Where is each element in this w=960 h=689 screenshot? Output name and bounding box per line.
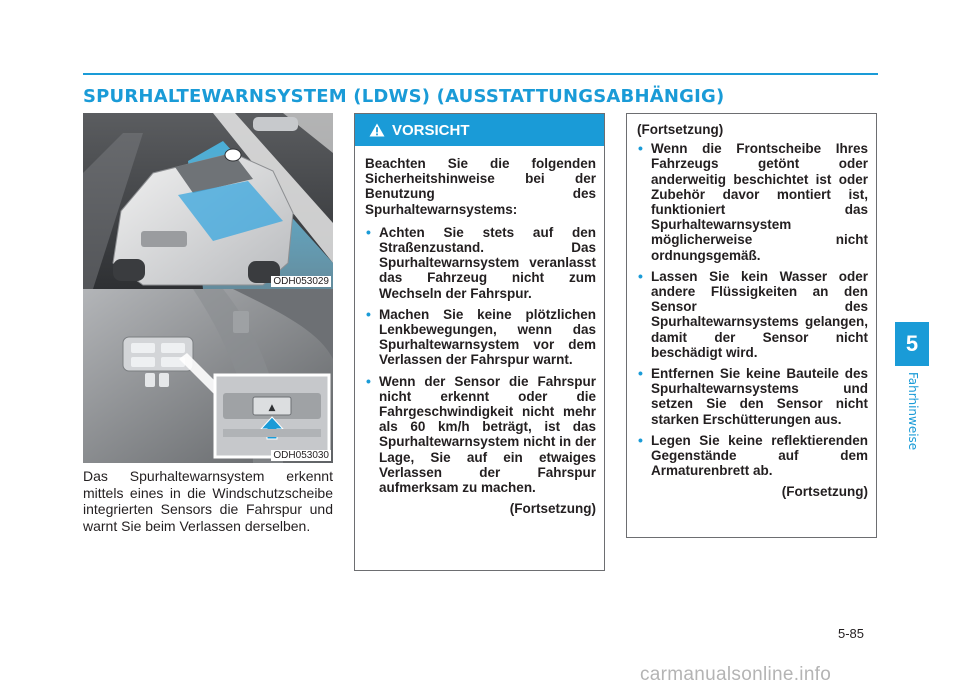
continued-list [637, 141, 868, 478]
continued-note: (Fortsetzung) [509, 501, 596, 517]
figure-code: ODH053030 [273, 450, 329, 461]
continued-box [626, 113, 877, 538]
warning-triangle-icon [369, 123, 385, 137]
chapter-tab: 5 [895, 322, 929, 366]
chapter-label: Fahrhinweise [906, 372, 920, 451]
list-item: • Achten Sie stets auf den Straßenzustand. Das Spurhaltewarnsystem veranlasst das Fahrzeug nicht zum Wechseln der Fahrspur. [365, 225, 596, 301]
svg-text:▲: ▲ [268, 403, 276, 413]
figure-code: ODH053029 [273, 276, 329, 287]
caution-box [354, 113, 605, 571]
caution-header [355, 114, 604, 146]
watermark: carmanualsonline.info [640, 664, 832, 685]
continued-top-note: (Fortsetzung) [637, 122, 724, 137]
list-item: • Wenn die Frontscheibe Ihres Fahrzeugs getönt oder anderweitig beschichtet ist oder Zubehör davor montiert ist, funktioniert das Spurhaltewarnsystem möglicherweise nicht ordnungsgemäß. [637, 141, 868, 263]
figure-car-sensor [83, 113, 333, 289]
list-item: • Entfernen Sie keine Bauteile des Spurhaltewarnsystems und setzen Sie den Sensor nicht starken Erschütterungen aus. [637, 366, 868, 427]
list-item: • Lassen Sie kein Wasser oder andere Flüssigkeiten an den Sensor des Spurhaltewarnsystems gelangen, damit der Sensor nicht beschädigt wird. [637, 269, 868, 360]
continued-note: (Fortsetzung) [781, 484, 868, 500]
switch-illustration [83, 289, 333, 463]
list-item: • Legen Sie keine reflektierenden Gegenstände auf dem Armaturenbrett ab. [637, 433, 868, 479]
list-item: • Machen Sie keine plötzlichen Lenkbewegungen, wenn das Spurhaltewarnsystem vor dem Verlassen der Fahrspur warnt. [365, 307, 596, 368]
intro-text: Das Spurhaltewarnsystem erkennt mittels eines in die Windschutzscheibe integrierten Sensors die Fahrspur und warnt Sie beim Verlassen derselben. [83, 468, 333, 534]
caution-list [365, 225, 596, 495]
caution-header-label: VORSICHT [392, 121, 470, 139]
caution-lead: Beachten Sie die folgenden Sicherheitshinweise bei der Benutzung des Spurhaltewarnsystems: [365, 156, 596, 217]
continued-body [627, 114, 876, 500]
figure-ldws-switch [83, 289, 333, 463]
car-illustration [83, 113, 333, 289]
top-rule [83, 73, 878, 75]
list-item: • Wenn der Sensor die Fahrspur nicht erkennt oder die Fahrgeschwindigkeit nicht mehr als 60 km/h beträgt, ist das Spurhaltewarnsystem nicht in der Lage, Sie auf ein etwaiges Verlassen der Fahrspur aufmerksam zu machen. [365, 374, 596, 496]
section-title: SPURHALTEWARNSYSTEM (LDWS) (AUSSTATTUNGSABHÄNGIG) [83, 86, 725, 107]
page-number: 5-85 [838, 626, 865, 641]
caution-body [355, 146, 604, 516]
